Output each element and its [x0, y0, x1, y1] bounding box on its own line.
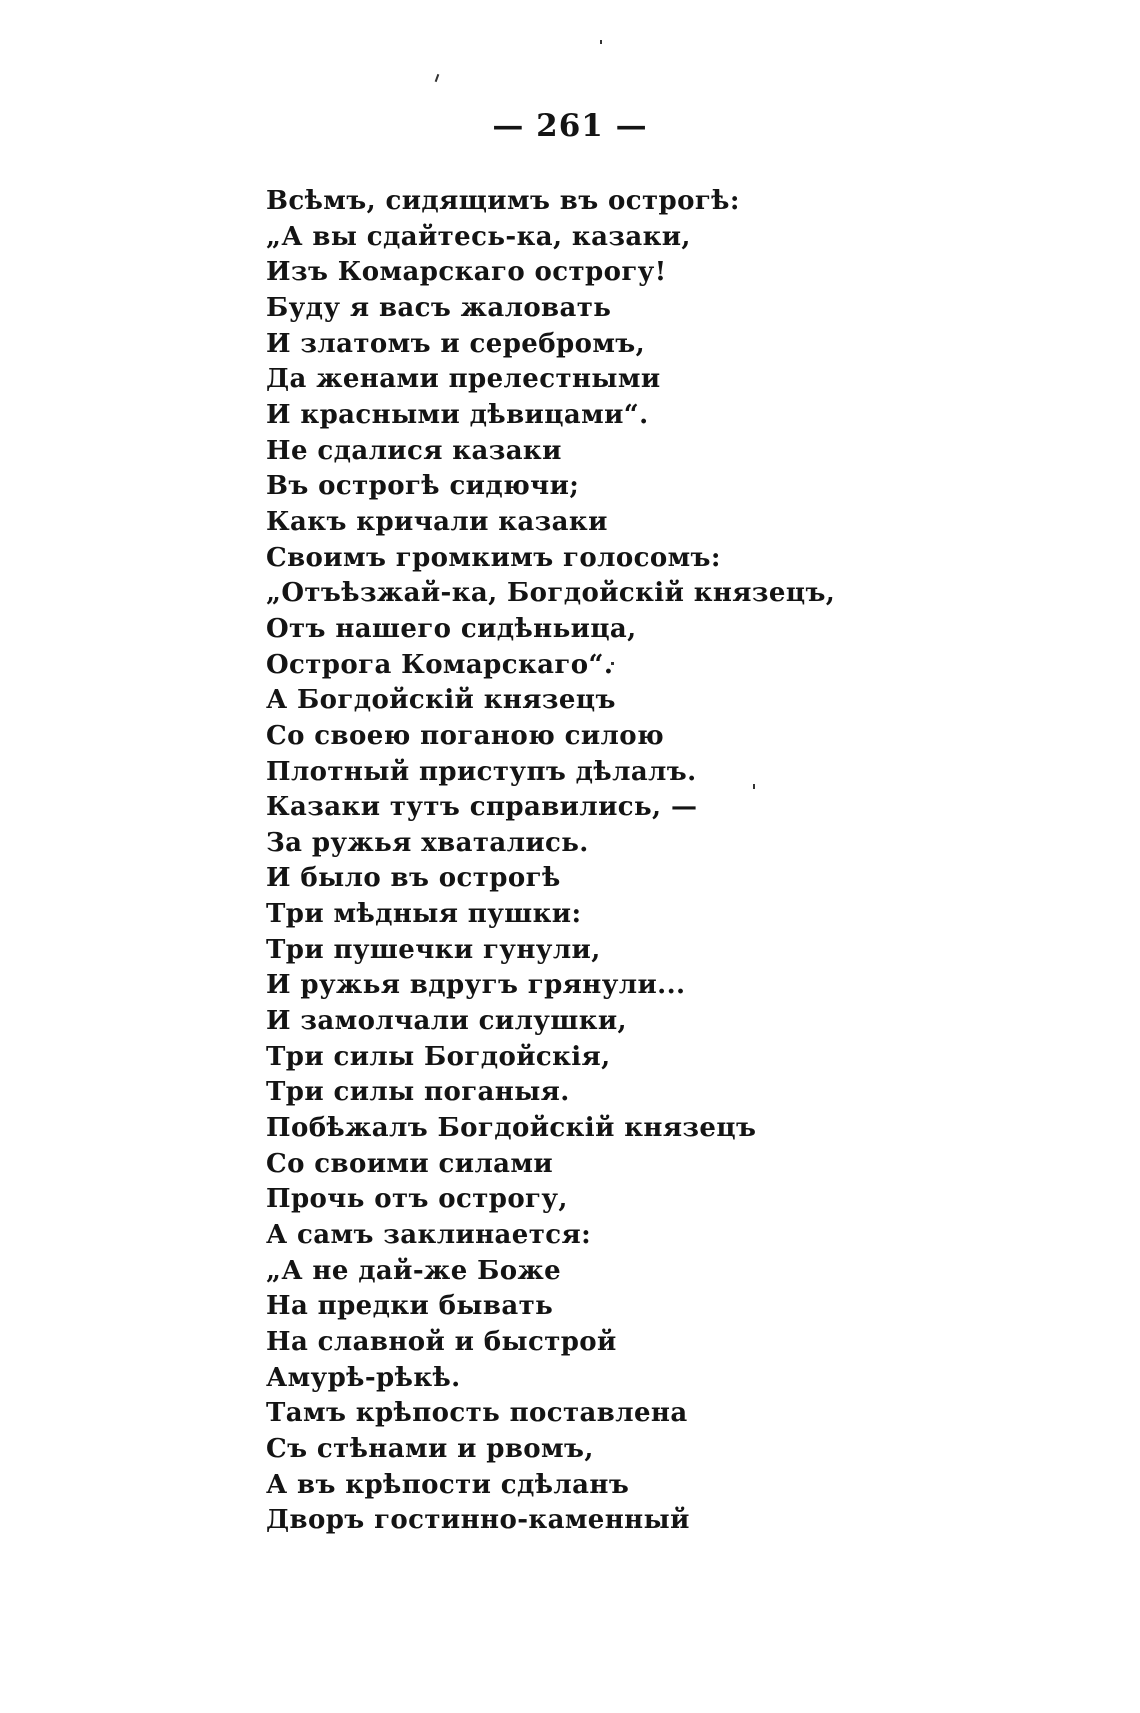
- poem-line: Амурѣ-рѣкѣ.: [266, 1362, 461, 1393]
- poem-line: Три мѣдныя пушки:: [266, 899, 582, 930]
- poem-line: Со своими силами: [266, 1148, 554, 1179]
- poem-line: Не сдалися казаки: [266, 435, 562, 466]
- poem-line: Какъ кричали казаки: [266, 506, 608, 537]
- poem-line: Прочь отъ острогу,: [266, 1184, 568, 1215]
- poem-line: Всѣмъ, сидящимъ въ острогѣ:: [266, 186, 740, 216]
- poem-line: И замолчали силушки,: [266, 1006, 628, 1037]
- poem-line: Три силы Богдойскія,: [266, 1041, 611, 1072]
- poem-line: „А не дай-же Боже: [266, 1255, 562, 1286]
- poem-line: А Богдойскій князецъ: [266, 685, 616, 716]
- poem-line: А самъ заклинается:: [266, 1220, 592, 1251]
- poem-text: [266, 184, 1086, 1539]
- poem-line: Съ стѣнами и рвомъ,: [266, 1433, 594, 1464]
- poem-line: Тамъ крѣпость поставлена: [266, 1398, 688, 1429]
- page-number: — 261 —: [492, 108, 648, 144]
- ink-speck: [435, 74, 440, 82]
- poem-line: „Отъѣзжай-ка, Богдойскій князецъ,: [266, 578, 836, 609]
- poem-line: Три пушечки гунули,: [266, 934, 601, 965]
- poem-line: Въ острогѣ сидючи;: [266, 471, 580, 502]
- poem-line: На славной и быстрой: [266, 1327, 617, 1357]
- poem-line: Отъ нашего сидѣньица,: [266, 613, 637, 644]
- poem-line: Изъ Комарскаго острогу!: [266, 257, 667, 288]
- poem-line: И красными дѣвицами“.: [266, 399, 649, 430]
- poem-line: Буду я васъ жаловать: [266, 292, 612, 323]
- poem-line: А въ крѣпости сдѣланъ: [266, 1469, 630, 1500]
- poem-line: Побѣжалъ Богдойскій князецъ: [266, 1113, 757, 1144]
- poem-line: Острога Комарскаго“.: [266, 649, 614, 680]
- poem-line: За ружья хватались.: [266, 827, 589, 858]
- poem-line: Плотный приступъ дѣлалъ.: [266, 756, 697, 787]
- poem-line: На предки бывать: [266, 1291, 554, 1322]
- poem-line: Дворъ гостинно-каменный: [266, 1505, 690, 1536]
- poem-line: „А вы сдайтесь-ка, казаки,: [266, 221, 691, 252]
- poem-line: И было въ острогѣ: [266, 863, 561, 894]
- ink-speck: [600, 40, 602, 44]
- poem-line: Да женами прелестными: [266, 364, 661, 395]
- poem-line: Своимъ громкимъ голосомъ:: [266, 542, 721, 573]
- poem-line: Со своею поганою силою: [266, 720, 665, 751]
- poem-line: И ружья вдругъ грянули...: [266, 970, 686, 1001]
- poem-line: Три силы поганыя.: [266, 1077, 570, 1108]
- poem-line: И златомъ и серебромъ,: [266, 328, 646, 359]
- poem-line: Казаки тутъ справились, —: [266, 792, 698, 823]
